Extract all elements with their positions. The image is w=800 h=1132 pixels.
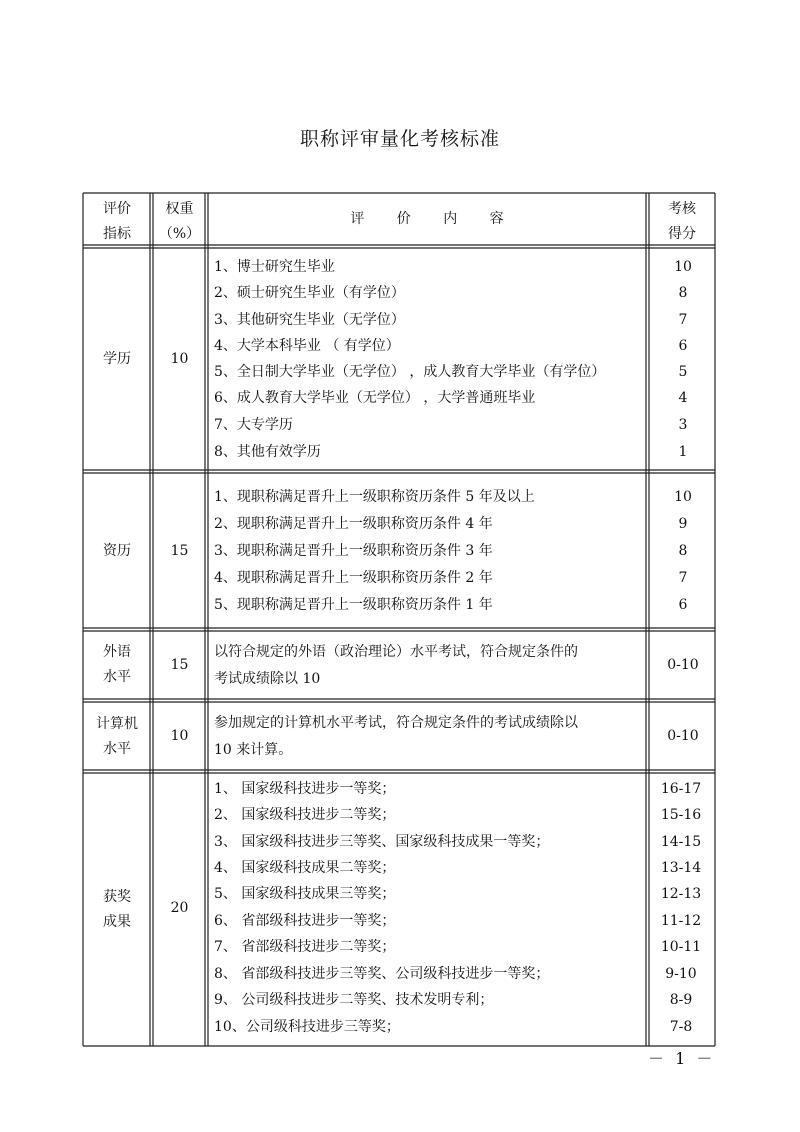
awards-score: 11-12 [660,913,702,929]
header-content: 评 价 内 容 [350,211,504,227]
awards-score: 12-13 [660,886,702,902]
education-indicator: 学历 [103,351,131,367]
qualification-item: 4、现职称满足晋升上一级职称资历条件 2 年 [214,570,493,586]
education-score: 8 [678,285,688,301]
computer-indicator-line: 计算机 [96,716,138,732]
page-number: － 1 － [648,1049,716,1068]
awards-score: 13-14 [660,860,702,876]
qualification-score: 10 [674,489,692,505]
language-indicator-line: 水平 [103,669,131,685]
education-score: 5 [678,364,688,380]
awards-item: 2、 国家级科技进步二等奖； [214,807,396,823]
awards-score: 16-17 [660,781,702,797]
awards-indicator-line: 获奖 [103,889,131,905]
awards-indicator [84,885,150,935]
qualification-score: 9 [678,516,688,532]
awards-score: 8-9 [669,992,693,1008]
education-item: 8、其他有效学历 [214,444,321,460]
qualification-score: 8 [678,543,688,559]
awards-indicator-line: 成果 [103,914,131,930]
computer-content-line: 参加规定的计算机水平考试，符合规定条件的考试成绩除以 [214,715,578,731]
awards-item: 1、 国家级科技进步一等奖； [214,781,396,797]
education-score: 4 [678,390,688,406]
awards-item: 10、公司级科技进步三等奖； [214,1019,400,1035]
header-score-line: 得分 [668,226,696,242]
page-title: 职称评审量化考核标准 [299,128,500,150]
education-item: 6、成人教育大学毕业（无学位） ，大学普通班毕业 [214,390,536,406]
awards-weight: 20 [170,900,189,916]
education-weight: 10 [170,351,189,367]
qualification-item: 1、现职称满足晋升上一级职称资历条件 5 年及以上 [214,489,535,505]
qualification-item: 3、现职称满足晋升上一级职称资历条件 3 年 [214,543,493,559]
qualification-score: 7 [678,570,688,586]
qualification-item: 2、现职称满足晋升上一级职称资历条件 4 年 [214,516,493,532]
qualification-item: 5、现职称满足晋升上一级职称资历条件 1 年 [214,597,493,613]
education-score: 1 [678,444,688,460]
qualification-indicator: 资历 [103,543,131,559]
computer-indicator-line: 水平 [103,741,131,757]
header-indicator-line: 指标 [103,226,131,242]
header-indicator-line: 评价 [103,201,131,217]
computer-indicator [84,712,150,762]
education-score: 10 [674,259,692,275]
header-score-line: 考核 [668,201,696,217]
header-weight-line: （%） [158,226,201,242]
education-item: 7、大专学历 [214,417,293,433]
awards-score: 15-16 [660,807,702,823]
qualification-score: 6 [678,597,688,613]
awards-item: 7、 省部级科技进步二等奖； [214,939,396,955]
language-weight: 15 [170,657,189,673]
awards-item: 4、 国家级科技成果二等奖； [214,860,396,876]
awards-item: 8、 省部级科技进步三等奖、公司级科技进步一等奖； [214,966,550,982]
awards-score: 14-15 [660,834,702,850]
education-score: 7 [678,312,688,328]
qualification-weight: 15 [170,543,189,559]
header-indicator [84,197,150,247]
header-weight [154,197,205,247]
computer-content-line: 10 来计算。 [214,742,293,758]
awards-item: 6、 省部级科技进步一等奖； [214,913,396,929]
computer-weight: 10 [170,728,189,744]
education-item: 2、硕士研究生毕业（有学位） [214,285,405,301]
education-item: 5、全日制大学毕业（无学位） ，成人教育大学毕业（有学位） [214,364,606,380]
education-score: 3 [678,417,688,433]
header-weight-line: 权重 [165,201,194,217]
awards-score: 9-10 [665,966,697,982]
education-item: 1、博士研究生毕业 [214,259,335,275]
header-score [649,197,715,247]
awards-item: 3、 国家级科技进步三等奖、国家级科技成果一等奖； [214,834,550,850]
computer-score: 0-10 [667,728,699,744]
language-score: 0-10 [667,657,699,673]
awards-item: 9、 公司级科技进步二等奖、技术发明专利； [214,992,494,1008]
language-content-line: 考试成绩除以 10 [214,671,321,687]
education-item: 4、大学本科毕业 （ 有学位） [214,338,400,354]
education-score: 6 [678,338,688,354]
language-indicator-line: 外语 [103,644,131,660]
education-item: 3、其他研究生毕业（无学位） [214,312,405,328]
awards-score: 10-11 [660,939,702,955]
language-content-line: 以符合规定的外语（政治理论）水平考试，符合规定条件的 [214,644,578,660]
language-indicator [84,640,150,690]
awards-score: 7-8 [669,1019,693,1035]
awards-item: 5、 国家级科技成果三等奖； [214,886,396,902]
